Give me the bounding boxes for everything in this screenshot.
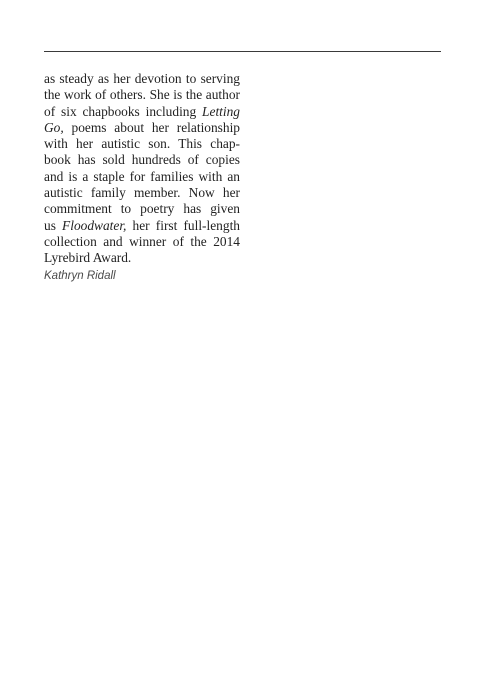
body-line: with her autistic son. This chap- (44, 136, 240, 152)
italic-title: Letting (202, 103, 240, 119)
body-line: Go, poems about her relationship (44, 119, 240, 135)
body-line: collection and winner of the 2014 (44, 233, 240, 249)
author-signature: Kathryn Ridall (44, 270, 116, 282)
body-line: the work of others. She is the author (44, 87, 240, 103)
header-rule (44, 51, 441, 52)
body-line: commitment to poetry has given (44, 201, 240, 217)
body-line: as steady as her devotion to serving (44, 71, 240, 86)
body-paragraph (44, 71, 240, 267)
body-line: us Floodwater, her first full-length (44, 217, 240, 233)
italic-title: Go, (44, 119, 64, 135)
body-line: and is a staple for families with an (44, 168, 240, 184)
body-line: autistic family member. Now her (44, 185, 240, 201)
body-line: of six chapbooks including Letting (44, 103, 240, 119)
body-line: book has sold hundreds of copies (44, 152, 240, 168)
body-line: Lyrebird Award. (44, 250, 132, 266)
italic-title: Floodwater, (62, 217, 127, 233)
